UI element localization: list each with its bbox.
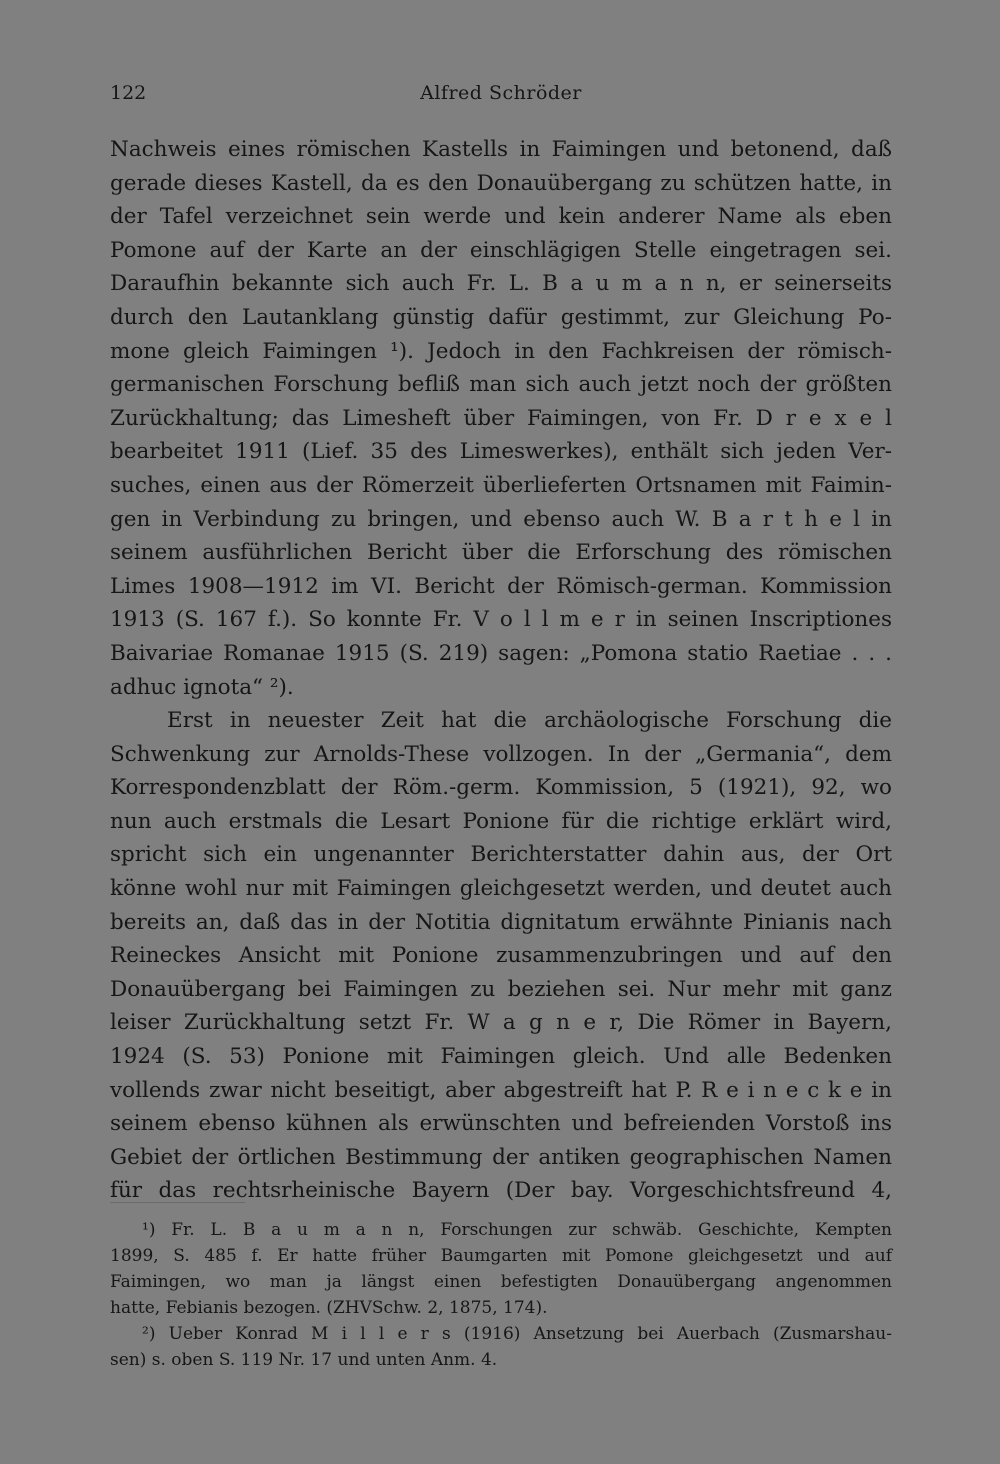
text-line: 1924 (S. 53) Ponione mit Faimingen gleich. Und alle Bedenken	[110, 1044, 892, 1070]
page-number: 122	[110, 82, 147, 104]
text-line: bearbeitet 1911 (Lief. 35 des Limeswerkes), enthält sich jeden Ver-	[110, 439, 892, 465]
text-line: Zurückhaltung; das Limesheft über Faimingen, von Fr. D r e x e l	[110, 405, 892, 431]
footnote-rule	[110, 1202, 245, 1203]
footnote-line: ¹) Fr. L. B a u m a n n, Forschungen zur schwäb. Geschichte, Kempten	[142, 1220, 892, 1240]
text-line: nun auch erstmals die Lesart Ponione für die richtige erklärt wird,	[110, 808, 892, 834]
text-line: adhuc ignota“ ²).	[110, 674, 294, 700]
text-line: gerade dieses Kastell, da es den Donauübergang zu schützen hatte, in	[110, 170, 892, 196]
text-line: germanischen Forschung befliß man sich auch jetzt noch der größten	[110, 372, 892, 398]
text-line: vollends zwar nicht beseitigt, aber abgestreift hat P. R e i n e c k e in	[110, 1077, 892, 1103]
text-line: Daraufhin bekannte sich auch Fr. L. B a u m a n n, er seinerseits	[110, 271, 892, 297]
text-line: suches, einen aus der Römerzeit überlieferten Ortsnamen mit Faimin-	[110, 472, 892, 498]
text-line: der Tafel verzeichnet sein werde und kein anderer Name als eben	[110, 204, 892, 230]
body-text	[110, 133, 892, 1208]
page-header	[110, 82, 892, 112]
text-line: Baivariae Romanae 1915 (S. 219) sagen: „Pomona statio Raetiae . . .	[110, 640, 892, 666]
text-line: seinem ausführlichen Bericht über die Erforschung des römischen	[110, 540, 892, 566]
text-line: Pomone auf der Karte an der einschlägigen Stelle eingetragen sei.	[110, 237, 892, 263]
text-line: Limes 1908—1912 im VI. Bericht der Römisch-german. Kommission	[110, 573, 892, 599]
text-line: Reineckes Ansicht mit Ponione zusammenzubringen und auf den	[110, 943, 892, 969]
text-line: 1913 (S. 167 f.). So konnte Fr. V o l l m e r in seinen Inscriptiones	[110, 607, 892, 633]
running-head: Alfred Schröder	[420, 82, 582, 104]
text-line: Korrespondenzblatt der Röm.-germ. Kommission, 5 (1921), 92, wo	[110, 775, 892, 801]
footnote-line: hatte, Febianis bezogen. (ZHVSchw. 2, 1875, 174).	[110, 1298, 548, 1318]
text-line: für das rechtsrheinische Bayern (Der bay. Vorgeschichtsfreund 4,	[110, 1178, 892, 1204]
footnotes	[110, 1217, 892, 1373]
footnote-line: ²) Ueber Konrad M i l l e r s (1916) Ansetzung bei Auerbach (Zusmarshau-	[142, 1324, 892, 1344]
text-line: durch den Lautanklang günstig dafür gestimmt, zur Gleichung Po-	[110, 304, 892, 330]
text-line: Donauübergang bei Faimingen zu beziehen sei. Nur mehr mit ganz	[110, 976, 892, 1002]
text-line: gen in Verbindung zu bringen, und ebenso auch W. B a r t h e l in	[110, 506, 892, 532]
text-line: spricht sich ein ungenannter Berichterstatter dahin aus, der Ort	[110, 842, 892, 868]
text-line: Gebiet der örtlichen Bestimmung der antiken geographischen Namen	[110, 1144, 892, 1170]
footnote-line: 1899, S. 485 f. Er hatte früher Baumgarten mit Pomone gleichgesetzt und auf	[110, 1246, 892, 1266]
text-line: Schwenkung zur Arnolds-These vollzogen. In der „Germania“, dem	[110, 741, 892, 767]
text-line: leiser Zurückhaltung setzt Fr. W a g n e r, Die Römer in Bayern,	[110, 1010, 892, 1036]
text-line: Erst in neuester Zeit hat die archäologische Forschung die	[167, 708, 892, 734]
text-line: könne wohl nur mit Faimingen gleichgesetzt werden, und deutet auch	[110, 876, 892, 902]
footnote-line: sen) s. oben S. 119 Nr. 17 und unten Anm. 4.	[110, 1350, 498, 1370]
text-line: bereits an, daß das in der Notitia dignitatum erwähnte Pinianis nach	[110, 909, 892, 935]
text-line: seinem ebenso kühnen als erwünschten und befreienden Vorstoß ins	[110, 1111, 892, 1137]
text-line: mone gleich Faimingen ¹). Jedoch in den Fachkreisen der römisch-	[110, 338, 892, 364]
footnote-line: Faimingen, wo man ja längst einen befestigten Donauübergang angenommen	[110, 1272, 892, 1292]
text-line: Nachweis eines römischen Kastells in Faimingen und betonend, daß	[110, 137, 892, 162]
